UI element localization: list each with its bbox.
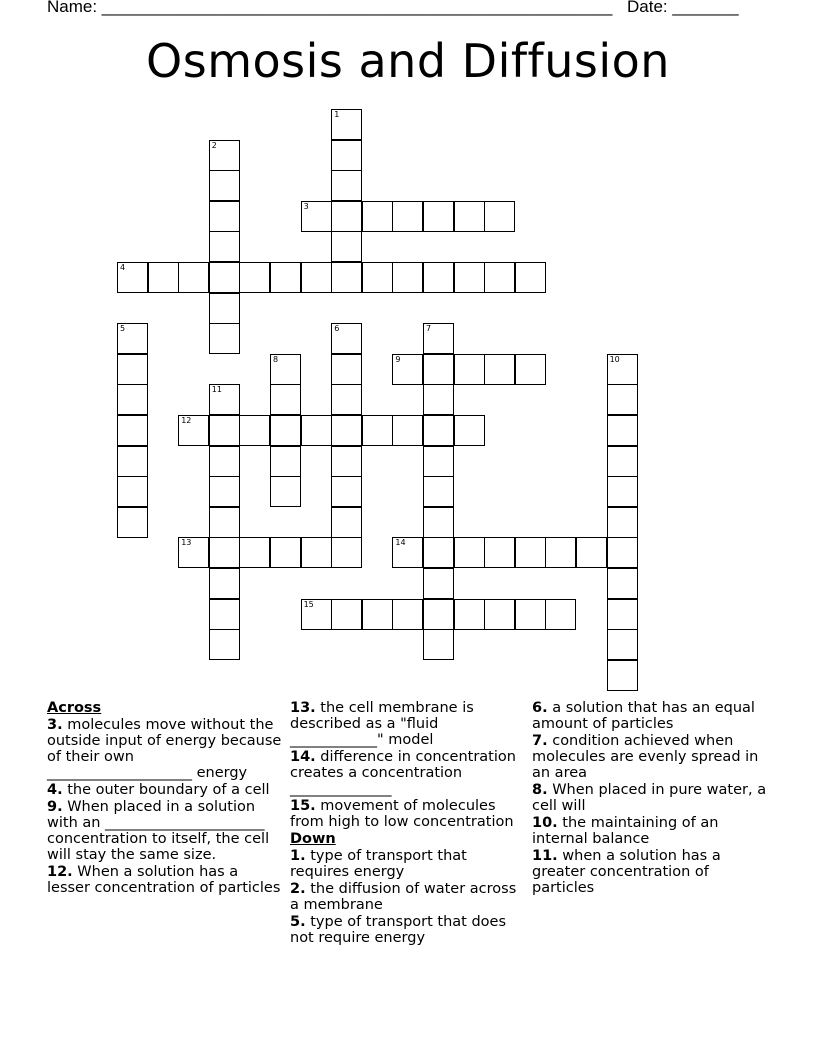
clue-8 xyxy=(532,782,772,814)
cell-clue-number: 1 xyxy=(334,110,340,119)
grid-cell[interactable] xyxy=(607,568,638,599)
date-field-line[interactable]: Date: _______ xyxy=(627,0,739,16)
grid-cell[interactable] xyxy=(270,262,301,293)
clues-column-1 xyxy=(47,700,283,897)
grid-cell[interactable] xyxy=(423,384,454,415)
grid-cell[interactable] xyxy=(209,599,240,630)
name-field-line[interactable]: Name: ______________________________________________________ xyxy=(47,0,613,16)
grid-cell[interactable] xyxy=(515,537,546,568)
grid-cell[interactable] xyxy=(209,384,240,415)
grid-cell[interactable] xyxy=(209,140,240,171)
grid-cell[interactable] xyxy=(117,415,148,446)
clue-7 xyxy=(532,733,772,781)
grid-cell[interactable] xyxy=(209,507,240,538)
clue-2 xyxy=(290,881,526,913)
grid-cell[interactable] xyxy=(178,537,209,568)
grid-cell[interactable] xyxy=(423,262,454,293)
clue-number: 2. xyxy=(290,881,306,897)
clue-number: 6. xyxy=(532,700,548,716)
clue-number: 12. xyxy=(47,864,73,880)
grid-cell[interactable] xyxy=(423,568,454,599)
grid-cell[interactable] xyxy=(301,262,332,293)
grid-cell[interactable] xyxy=(209,568,240,599)
grid-cell[interactable] xyxy=(117,507,148,538)
grid-cell[interactable] xyxy=(331,354,362,385)
grid-cell[interactable] xyxy=(515,354,546,385)
clue-number: 15. xyxy=(290,798,316,814)
grid-cell[interactable] xyxy=(301,415,332,446)
clue-13 xyxy=(290,700,526,748)
grid-cell[interactable] xyxy=(362,201,393,232)
clue-9 xyxy=(47,799,283,863)
clue-number: 4. xyxy=(47,782,63,798)
clue-14 xyxy=(290,749,526,797)
grid-cell[interactable] xyxy=(239,537,270,568)
clue-text: type of transport that does not require energy xyxy=(290,914,507,946)
cell-clue-number: 10 xyxy=(609,354,620,364)
across-clue-list-continued xyxy=(290,700,526,830)
clue-text: molecules move without the outside input of energy because of their own ____________________ energy xyxy=(47,717,282,781)
across-clue-list xyxy=(47,717,283,896)
cell-clue-number: 8 xyxy=(273,354,279,364)
clue-number: 8. xyxy=(532,782,548,798)
grid-cell[interactable] xyxy=(331,109,362,140)
grid-cell[interactable] xyxy=(301,201,332,232)
grid-cell[interactable] xyxy=(331,537,362,568)
clue-text: the outer boundary of a cell xyxy=(62,782,270,798)
grid-cell[interactable] xyxy=(209,629,240,660)
grid-cell[interactable] xyxy=(178,262,209,293)
cell-clue-number: 3 xyxy=(303,201,309,211)
grid-cell[interactable] xyxy=(270,415,301,446)
grid-cell[interactable] xyxy=(270,446,301,477)
grid-cell[interactable] xyxy=(392,415,423,446)
grid-cell[interactable] xyxy=(454,262,485,293)
cell-clue-number: 15 xyxy=(303,599,314,609)
down-heading: Down xyxy=(290,831,336,847)
grid-cell[interactable] xyxy=(484,262,515,293)
grid-cell[interactable] xyxy=(362,262,393,293)
grid-cell[interactable] xyxy=(270,537,301,568)
grid-cell[interactable] xyxy=(209,170,240,201)
cell-clue-number: 7 xyxy=(426,324,432,334)
grid-cell[interactable] xyxy=(515,599,546,630)
grid-cell[interactable] xyxy=(209,537,240,568)
clue-number: 14. xyxy=(290,749,316,765)
clue-11 xyxy=(532,848,772,896)
clue-text: the maintaining of an internal balance xyxy=(532,815,719,847)
clue-text: type of transport that requires energy xyxy=(290,848,467,880)
grid-cell[interactable] xyxy=(209,323,240,354)
grid-cell[interactable] xyxy=(423,537,454,568)
clue-text: When placed in a solution with an ______________________ concentration to itself, the cell will stay the same size. xyxy=(47,799,270,863)
cell-clue-number: 11 xyxy=(211,385,222,395)
clue-text: condition achieved when molecules are evenly spread in an area xyxy=(532,733,759,781)
clue-number: 5. xyxy=(290,914,306,930)
grid-cell[interactable] xyxy=(301,537,332,568)
clue-number: 13. xyxy=(290,700,316,716)
cell-clue-number: 9 xyxy=(395,354,401,364)
grid-cell[interactable] xyxy=(423,446,454,477)
clue-4 xyxy=(47,782,283,798)
cell-clue-number: 13 xyxy=(181,538,192,548)
across-heading: Across xyxy=(47,700,102,716)
grid-cell[interactable] xyxy=(209,293,240,324)
grid-cell[interactable] xyxy=(148,262,179,293)
clue-text: When a solution has a lesser concentration of particles xyxy=(47,864,281,896)
grid-cell[interactable] xyxy=(454,599,485,630)
cell-clue-number: 6 xyxy=(334,324,340,334)
clue-text: difference in concentration creates a concentration ______________ xyxy=(290,749,516,797)
clue-12 xyxy=(47,864,283,896)
grid-cell[interactable] xyxy=(331,231,362,262)
grid-cell[interactable] xyxy=(576,537,607,568)
clue-10 xyxy=(532,815,772,847)
grid-cell[interactable] xyxy=(331,507,362,538)
clue-15 xyxy=(290,798,526,830)
clue-text: the diffusion of water across a membrane xyxy=(290,881,517,913)
grid-cell[interactable] xyxy=(607,476,638,507)
grid-cell[interactable] xyxy=(117,384,148,415)
grid-cell[interactable] xyxy=(301,599,332,630)
clue-1 xyxy=(290,848,526,880)
grid-cell[interactable] xyxy=(392,537,423,568)
clue-number: 9. xyxy=(47,799,63,815)
grid-cell[interactable] xyxy=(484,537,515,568)
grid-cell[interactable] xyxy=(607,415,638,446)
grid-cell[interactable] xyxy=(270,354,301,385)
grid-cell[interactable] xyxy=(331,415,362,446)
grid-cell[interactable] xyxy=(423,599,454,630)
clue-number: 3. xyxy=(47,717,63,733)
grid-cell[interactable] xyxy=(454,201,485,232)
grid-cell[interactable] xyxy=(454,354,485,385)
clue-6 xyxy=(532,700,772,732)
grid-cell[interactable] xyxy=(209,415,240,446)
grid-cell[interactable] xyxy=(545,537,576,568)
grid-cell[interactable] xyxy=(331,201,362,232)
grid-cell[interactable] xyxy=(607,354,638,385)
grid-cell[interactable] xyxy=(392,599,423,630)
clues-column-3 xyxy=(532,700,772,897)
grid-cell[interactable] xyxy=(209,262,240,293)
clue-3 xyxy=(47,717,283,781)
grid-cell[interactable] xyxy=(607,629,638,660)
cell-clue-number: 5 xyxy=(120,324,126,334)
grid-cell[interactable] xyxy=(117,323,148,354)
grid-cell[interactable] xyxy=(178,415,209,446)
clue-number: 7. xyxy=(532,733,548,749)
grid-cell[interactable] xyxy=(423,476,454,507)
clue-number: 10. xyxy=(532,815,558,831)
grid-cell[interactable] xyxy=(331,384,362,415)
grid-cell[interactable] xyxy=(423,507,454,538)
clue-text: movement of molecules from high to low concentration xyxy=(290,798,514,830)
clues-column-2 xyxy=(290,700,526,947)
clue-text: When placed in pure water, a cell will xyxy=(532,782,767,814)
grid-cell[interactable] xyxy=(392,354,423,385)
grid-cell[interactable] xyxy=(423,354,454,385)
grid-cell[interactable] xyxy=(545,599,576,630)
grid-cell[interactable] xyxy=(607,507,638,538)
down-clue-list-continued xyxy=(532,700,772,896)
grid-cell[interactable] xyxy=(331,170,362,201)
grid-cell[interactable] xyxy=(117,446,148,477)
grid-cell[interactable] xyxy=(331,476,362,507)
grid-cell[interactable] xyxy=(423,323,454,354)
cell-clue-number: 12 xyxy=(181,416,192,425)
grid-cell[interactable] xyxy=(607,660,638,691)
grid-cell[interactable] xyxy=(331,599,362,630)
grid-cell[interactable] xyxy=(484,201,515,232)
grid-cell[interactable] xyxy=(484,354,515,385)
grid-cell[interactable] xyxy=(270,476,301,507)
grid-cell[interactable] xyxy=(239,415,270,446)
grid-cell[interactable] xyxy=(331,446,362,477)
grid-cell[interactable] xyxy=(454,415,485,446)
clue-number: 1. xyxy=(290,848,306,864)
grid-cell[interactable] xyxy=(454,537,485,568)
cell-clue-number: 14 xyxy=(395,538,406,548)
grid-cell[interactable] xyxy=(515,262,546,293)
grid-cell[interactable] xyxy=(331,323,362,354)
grid-cell[interactable] xyxy=(209,446,240,477)
grid-cell[interactable] xyxy=(607,384,638,415)
down-clue-list xyxy=(290,848,526,946)
grid-cell[interactable] xyxy=(423,629,454,660)
grid-cell[interactable] xyxy=(392,201,423,232)
grid-cell[interactable] xyxy=(484,599,515,630)
grid-cell[interactable] xyxy=(117,262,148,293)
grid-cell[interactable] xyxy=(270,384,301,415)
grid-cell[interactable] xyxy=(607,537,638,568)
grid-cell[interactable] xyxy=(209,476,240,507)
clue-text: the cell membrane is described as a "fluid ____________" model xyxy=(290,700,474,748)
grid-cell[interactable] xyxy=(607,446,638,477)
clue-5 xyxy=(290,914,526,946)
grid-cell[interactable] xyxy=(209,201,240,232)
grid-cell[interactable] xyxy=(423,415,454,446)
grid-cell[interactable] xyxy=(423,201,454,232)
grid-cell[interactable] xyxy=(331,140,362,171)
grid-cell[interactable] xyxy=(392,262,423,293)
grid-cell[interactable] xyxy=(239,262,270,293)
clue-text: a solution that has an equal amount of particles xyxy=(532,700,755,732)
page-title: Osmosis and Diffusion xyxy=(146,34,670,88)
grid-cell[interactable] xyxy=(331,262,362,293)
grid-cell[interactable] xyxy=(362,415,393,446)
cell-clue-number: 4 xyxy=(120,263,126,272)
cell-clue-number: 2 xyxy=(211,140,217,150)
clue-text: when a solution has a greater concentration of particles xyxy=(532,848,721,896)
grid-cell[interactable] xyxy=(117,476,148,507)
grid-cell[interactable] xyxy=(117,354,148,385)
grid-cell[interactable] xyxy=(607,599,638,630)
grid-cell[interactable] xyxy=(362,599,393,630)
clue-number: 11. xyxy=(532,848,558,864)
grid-cell[interactable] xyxy=(209,231,240,262)
